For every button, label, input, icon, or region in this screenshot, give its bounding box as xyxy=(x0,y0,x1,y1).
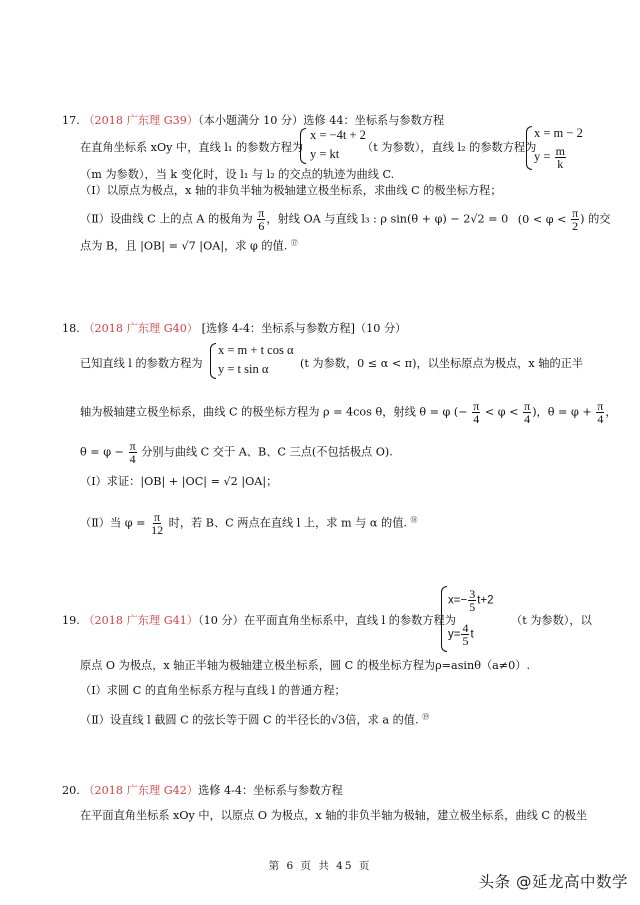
fraction xyxy=(150,511,164,536)
numerator: π xyxy=(597,399,604,413)
problem-source: （2018 广东理 G41） xyxy=(83,614,199,627)
denominator: 4 xyxy=(524,412,531,426)
text: θ = φ − xyxy=(80,445,124,459)
denominator: 5 xyxy=(462,634,469,648)
equation-row xyxy=(448,622,474,647)
denominator: k xyxy=(557,157,564,171)
numerator: π xyxy=(572,206,579,220)
problem-number: 20. xyxy=(62,784,80,797)
numerator: π xyxy=(258,206,265,220)
text: ，射线 OA 与直线 l₃ : ρ sin(θ + φ) − 2√2 = 0 xyxy=(266,212,509,226)
problem-number: 18. xyxy=(62,322,80,335)
problem-18-part1: （Ⅰ）求证：|OB| + |OC| = √2 |OA|； xyxy=(80,475,278,488)
fraction xyxy=(596,400,604,425)
problem-18-line3 xyxy=(80,440,393,465)
problem-19-line2: 原点 O 为极点，x 轴正半轴为极轴建立极坐标系，圆 C 的极坐标方程为ρ=asinθ（a≠0）. xyxy=(80,659,531,672)
problem-18-line1b: (t 为参数，0 ≤ α < π)，以坐标原点为极点，x 轴的正半 xyxy=(300,357,584,370)
equation-row: y = t sin α xyxy=(218,362,269,376)
brace xyxy=(526,126,532,170)
equation-system-l1 xyxy=(300,128,366,166)
fraction xyxy=(468,588,476,613)
text: )，θ = φ + xyxy=(532,405,592,419)
numerator: m xyxy=(555,144,565,158)
problem-intro: （本小题满分 10 分）选修 44：坐标系与参数方程 xyxy=(198,114,445,127)
problem-18-part2 xyxy=(80,511,418,536)
fraction xyxy=(129,440,137,465)
numerator: π xyxy=(129,439,136,453)
problem-17-header xyxy=(62,114,444,128)
numerator: 3 xyxy=(469,587,476,601)
brace xyxy=(210,343,216,379)
problem-number: 19. xyxy=(62,614,80,627)
text: ) 的交 xyxy=(580,212,611,226)
denominator: 4 xyxy=(473,412,480,426)
text: 分别与曲线 C 交于 A、B、C 三点(不包括极点 O). xyxy=(141,445,393,459)
problem-17-part2 xyxy=(80,207,610,232)
text: < φ < xyxy=(484,405,519,419)
text: （Ⅱ）设曲线 C 上的点 A 的极角为 xyxy=(80,212,253,226)
text: t+2 xyxy=(477,594,494,607)
denominator: 12 xyxy=(151,523,164,537)
footnote-mark: ⑲ xyxy=(422,713,430,721)
text: t xyxy=(470,628,474,641)
problem-19-part1: （Ⅰ）求圆 C 的直角坐标系方程与直线 l 的普通方程； xyxy=(80,684,346,697)
text: x=− xyxy=(448,594,468,607)
denominator: 6 xyxy=(258,219,265,233)
problem-intro: 选修 4-4：坐标系与参数方程 xyxy=(198,784,343,797)
footnote-mark: ⑰ xyxy=(290,239,298,247)
equation-system-l xyxy=(210,343,300,381)
problem-18-line2 xyxy=(80,400,617,425)
equation-row xyxy=(448,588,494,613)
numerator: π xyxy=(154,510,161,524)
denominator: 4 xyxy=(129,452,136,466)
problem-19-header xyxy=(62,614,456,628)
denominator: 4 xyxy=(597,412,604,426)
equation-text: y = xyxy=(534,149,551,164)
text: 点为 B，且 |OB| = √7 |OA|，求 φ 的值. xyxy=(80,239,288,253)
fraction xyxy=(523,400,531,425)
fraction xyxy=(571,207,579,232)
footnote-mark: ⑱ xyxy=(410,515,418,524)
problem-number: 17. xyxy=(62,114,80,127)
problem-17-line1a: 在直角坐标系 xOy 中，直线 l₁ 的参数方程为 xyxy=(80,141,304,154)
problem-intro: （10 分）在平面直角坐标系中，直线 l 的参数方程为 xyxy=(198,614,456,627)
denominator: 5 xyxy=(469,600,476,614)
text: （Ⅱ）设直线 l 截圆 C 的弦长等于圆 C 的半径长的√3倍，求 a 的值. xyxy=(80,713,419,727)
equation-system-l xyxy=(441,586,511,654)
text: 时，若 B、C 两点在直线 l 上，求 m 与 α 的值. xyxy=(168,516,407,530)
fraction xyxy=(555,145,566,170)
equation-row xyxy=(534,145,567,170)
equation-row: x = m − 2 xyxy=(534,126,583,140)
equation-row: x = m + t cos α xyxy=(218,343,294,357)
problem-source: （2018 广东理 G42） xyxy=(83,784,199,797)
numerator: π xyxy=(473,399,480,413)
text: 轴为极轴建立极坐标系，曲线 C 的极坐标方程为 ρ = 4cos θ，射线 θ = φ (− xyxy=(80,405,468,419)
problem-17-last xyxy=(80,236,298,254)
problem-19-intro-b: （t 为参数），以 xyxy=(511,614,592,627)
brace xyxy=(300,128,306,164)
text: y= xyxy=(448,628,461,641)
brace xyxy=(441,586,447,652)
equation-row: y = kt xyxy=(310,147,340,161)
numerator: 4 xyxy=(462,621,469,635)
page-footer: 第 6 页 共 45 页 xyxy=(268,860,372,872)
watermark: 头条 @延龙高中数学 xyxy=(478,873,628,891)
equation-row: x = −4t + 2 xyxy=(310,128,366,142)
text: （Ⅱ）当 φ = xyxy=(80,516,146,530)
problem-18-header xyxy=(62,322,406,336)
problem-source: （2018 广东理 G40） xyxy=(83,322,199,335)
problem-source: （2018 广东理 G39） xyxy=(83,114,199,127)
fraction xyxy=(257,207,265,232)
problem-17-line1b: （t 为参数），直线 l₂ 的参数方程为 xyxy=(362,141,537,154)
text: ， xyxy=(605,405,617,419)
equation-system-l2 xyxy=(526,126,592,172)
numerator: π xyxy=(524,399,531,413)
problem-17-line2: （m 为参数），当 k 变化时，设 l₁ 与 l₂ 的交点的轨迹为曲线 C. xyxy=(80,168,395,181)
problem-20-header xyxy=(62,784,343,798)
denominator: 2 xyxy=(572,219,579,233)
problem-17-part1: （Ⅰ）以原点为极点，x 轴的非负半轴为极轴建立极坐标系，求曲线 C 的极坐标方程； xyxy=(80,184,502,197)
problem-18-line1a: 已知直线 l 的参数方程为 xyxy=(80,357,203,370)
problem-20-line2: 在平面直角坐标系 xOy 中，以原点 O 为极点，x 轴的非负半轴为极轴，建立极坐标系，曲线 C 的极坐 xyxy=(80,809,588,822)
problem-intro: [选修 4-4：坐标系与参数方程]（10 分） xyxy=(201,322,407,335)
problem-19-part2 xyxy=(80,710,429,728)
fraction xyxy=(461,622,469,647)
text: (0 < φ < xyxy=(517,212,567,226)
fraction xyxy=(472,400,480,425)
